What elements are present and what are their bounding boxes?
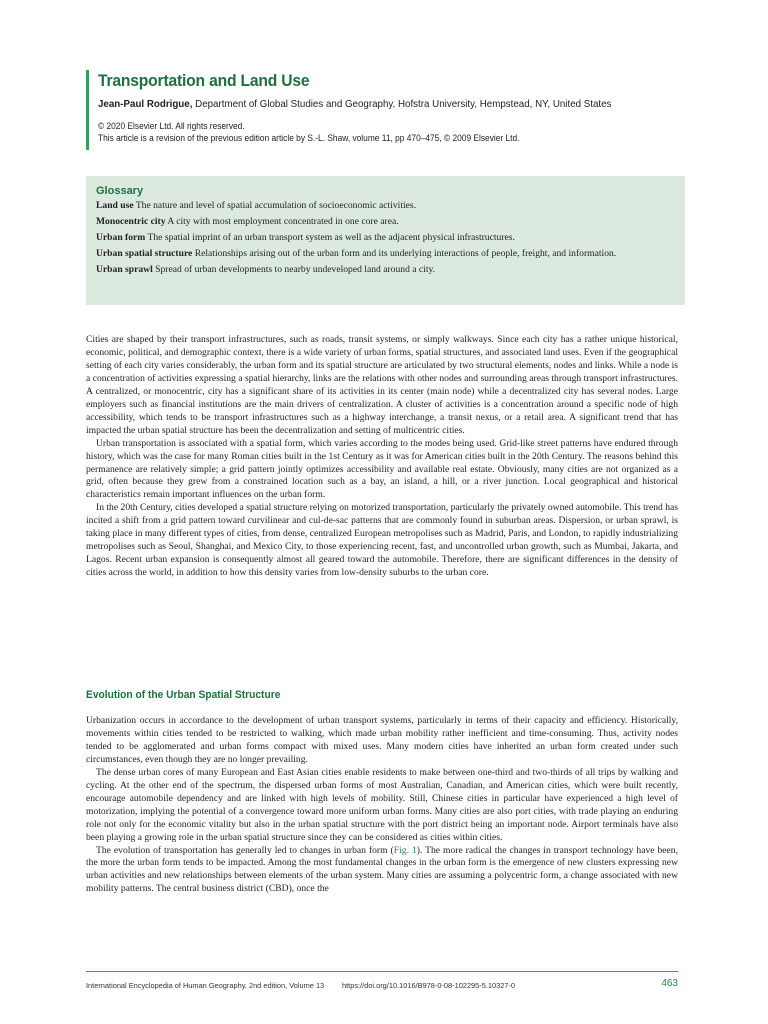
glossary-entry-land-use	[96, 200, 680, 213]
body-paragraph: Cities are shaped by their transport infrastructures, such as roads, transit systems, or simply walkways. Since each city has a rather unique historical, economic, political, and demographic context, there is a wide variety of urban forms, spatial structures, and associated land uses. Even if the geographical setting of each city varies considerably, the urban form and its spatial structure are articulated by two structural elements, nodes and links. While a node is a concentration of activities expressing a spatial hierarchy, links are the relations with other nodes and surrounding areas through transport infrastructures. A centralized, or monocentric, city has a significant share of its activities in its center (main node) while a decentralized city has several nodes. Large employers such as financial institutions are the main drivers of centralization. A cluster of activities is a concentration around a specific node of high accessibility, which tends to be transport infrastructures such as a highway interchange, a transit nexus, or a retail area. A significant trend that has impacted the urban spatial structure has been the decentralization and setting of multicentric cities.	[86, 334, 678, 436]
glossary-term: Land use	[96, 200, 134, 211]
figure-1-link[interactable]: Fig. 1	[393, 844, 417, 856]
body-paragraph: In the 20th Century, cities developed a spatial structure relying on motorized transportation, particularly the privately owned automobile. This trend has incited a shift from a grid pattern toward curvilinear and cul-de-sac patterns that are commonly found in suburban areas. Dispersion, or urban sprawl, is taking place in many different types of cities, from dense, centralized European metropolises such as Madrid, Paris, and London, to rapidly industrializing metropolises such as Seoul, Shanghai, and Mexico City, to those experiencing recent, fast, and uncontrolled urban growth, such as Mumbai, Jakarta, and Lagos. Recent urban expansion is consequently almost all geared toward the automobile. Therefore, there are significant differences in the density of cities across the world, in addition to how this density varies from low-density suburbs to the urban core.	[86, 502, 678, 579]
glossary-definition: A city with most employment concentrated in one core area.	[165, 215, 399, 227]
body-paragraph: Urban transportation is associated with a spatial form, which varies according to the modes being used. Grid-like street patterns have endured through history, which was the case for many Roman cities built in the 1st Century as it was for American cities built in the 20th Century. The reasons behind this permanence are relatively simple; a grid pattern jointly optimizes accessibility and available real estate. Obviously, many cities are not organized as a grid, often because they grew from a constrained location such as a bay, an island, a hill, or a river junction. Local geographical and historical characteristics remain important influences on the urban form.	[86, 437, 678, 501]
glossary-box	[86, 176, 685, 305]
article-header	[86, 70, 698, 150]
glossary-title: Glossary	[96, 185, 144, 197]
page-footer	[86, 971, 678, 994]
copyright-notice: © 2020 Elsevier Ltd. All rights reserved.	[98, 121, 245, 131]
body-paragraph: Urbanization occurs in accordance to the development of urban transport systems, particularly in terms of their capacity and efficiency. Historically, movements within cities tended to be restricted to walking, which made urban mobility rather inefficient and time-consuming. Thus, activity nodes tended to be agglomerated and urban forms compact with mixed uses. Many modern cities have inherited an urban form created under such circumstances, even though they are no longer prevailing.	[86, 715, 678, 765]
glossary-definition: Spread of urban developments to nearby undeveloped land around a city.	[152, 263, 436, 275]
revision-note: This article is a revision of the previous edition article by S.-L. Shaw, volume 11, pp 470–475, © 2009 Elsevier Ltd.	[98, 133, 520, 143]
intro-text	[86, 334, 678, 580]
glossary-entry-urban-form	[96, 232, 680, 245]
glossary-entry-monocentric-city	[96, 216, 680, 229]
page-number: 463	[661, 978, 678, 989]
glossary-entry-urban-spatial-structure	[96, 248, 680, 261]
glossary-definition: Relationships arising out of the urban form and its underlying interactions of people, freight, and information.	[192, 247, 617, 259]
body-paragraph: The dense urban cores of many European and East Asian cities enable residents to make between one-third and two-thirds of all trips by walking and cycling. At the other end of the spectrum, the dispersed urban forms of most Australian, Canadian, and American cities, which were built recently, encourage automobile dependency and are linked with high levels of mobility. Still, Chinese cities in particular have experienced a high level of motorization, implying the potential of a convergence toward more uniform urban forms. Many cities are also port cities, with trade playing an enduring role not only for the economic vitality but also in the urban spatial structure with the port district being an important node. Airport terminals have also been playing a growing role in the urban spatial structure since they can be considered as cities within cities.	[86, 766, 678, 843]
glossary-term: Urban form	[96, 231, 146, 243]
author-affiliation: Department of Global Studies and Geography, Hofstra University, Hempstead, NY, United States	[195, 98, 612, 110]
glossary-entry-urban-sprawl	[96, 264, 680, 277]
paragraph-text: The evolution of transportation has generally led to changes in urban form (	[96, 844, 394, 856]
glossary-definition: The spatial imprint of an urban transport system as well as the adjacent physical infrastructures.	[145, 231, 515, 243]
section-heading: Evolution of the Urban Spatial Structure	[86, 689, 281, 701]
section-text	[86, 715, 678, 896]
body-paragraph-with-figure-ref	[86, 845, 678, 897]
article-title: Transportation and Land Use	[98, 71, 310, 90]
glossary-term: Urban spatial structure	[96, 247, 193, 259]
paragraph-text: ). The more radical the changes in transport technology have been, the more the urban form tends to be impacted. Among the most fundamental changes in the urban form is the emergence of new clusters expressing new urban activities and new relationships between elements of the urban system. Many cities are assuming a polycentric form, a change associated with new mobility patterns. The central business district (CBD), once the	[86, 844, 678, 895]
glossary-term: Monocentric city	[96, 215, 166, 227]
glossary-definition: The nature and level of spatial accumulation of socioeconomic activities.	[133, 200, 417, 211]
footer-journal: International Encyclopedia of Human Geography, 2nd edition, Volume 13	[86, 981, 325, 990]
glossary-term: Urban sprawl	[96, 263, 153, 275]
author-name: Jean-Paul Rodrigue,	[98, 98, 193, 110]
author-line	[98, 97, 656, 111]
doi-link[interactable]: https://doi.org/10.1016/B978-0-08-102295-5.10327-0	[342, 981, 515, 990]
